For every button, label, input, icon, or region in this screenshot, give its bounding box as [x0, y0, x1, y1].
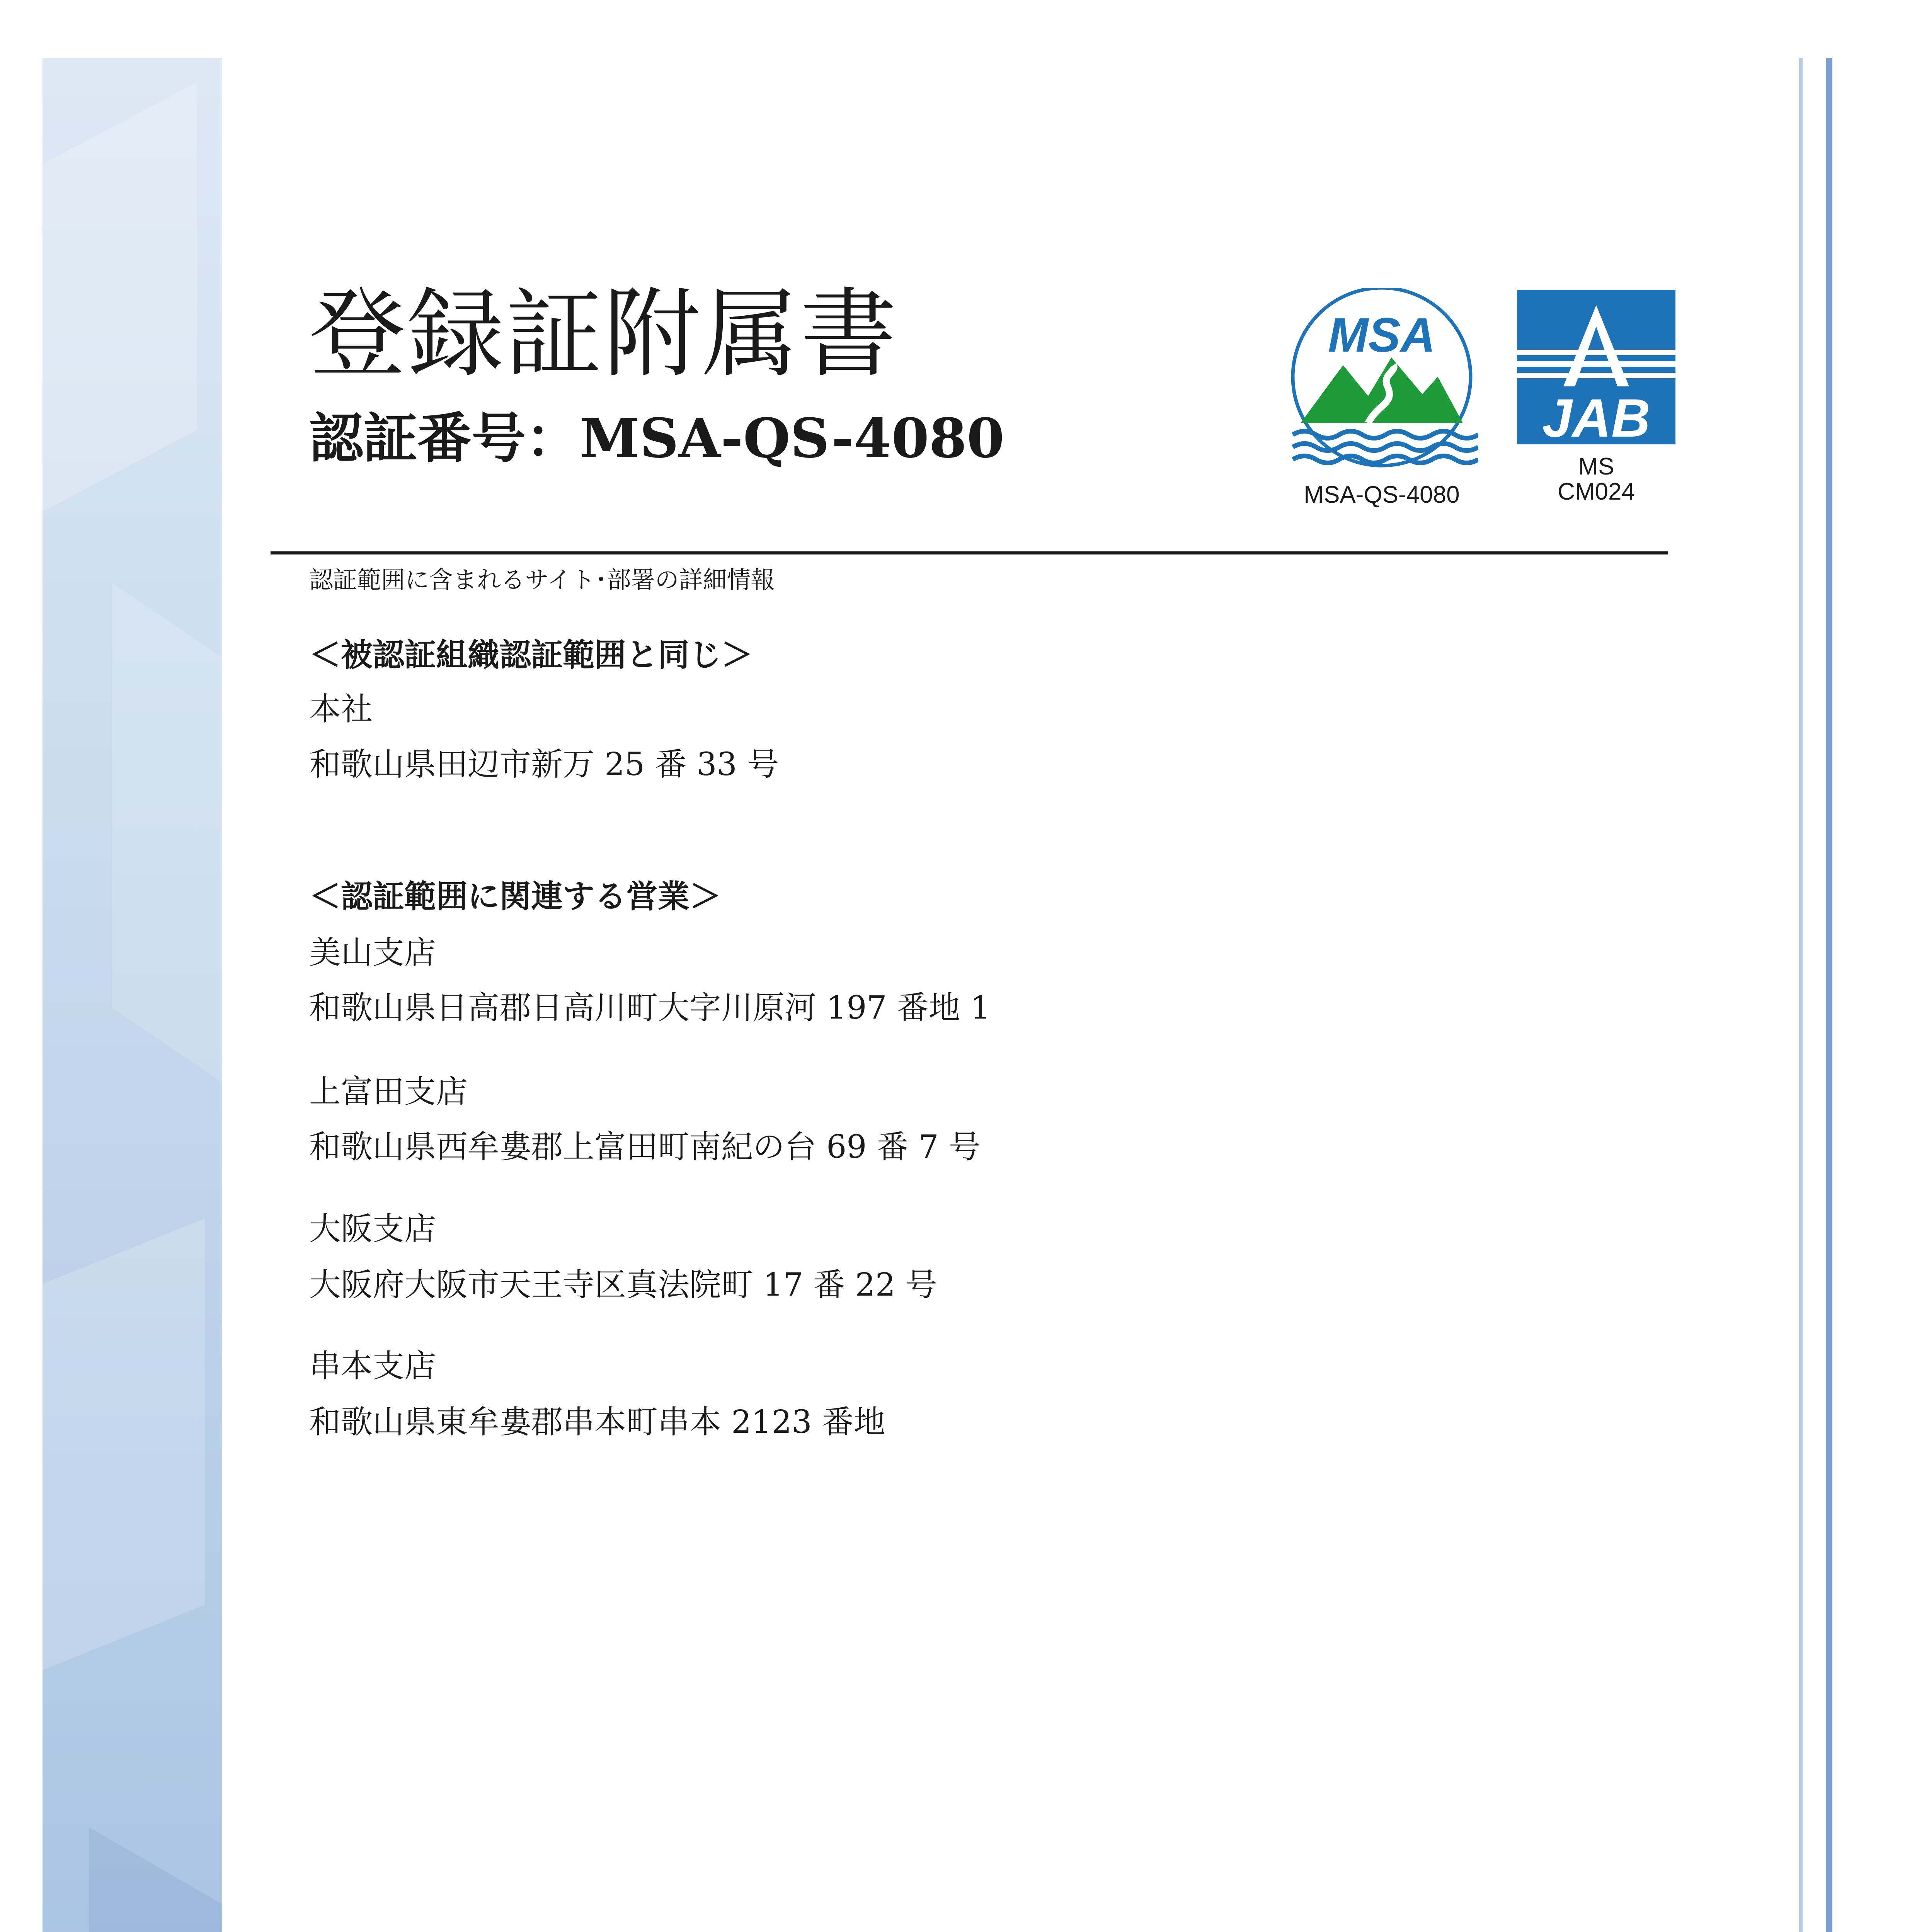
site-address: 和歌山県田辺市新万 25 番 33 号 [309, 746, 779, 783]
certificate-number: 認証番号：MSA-QS-4080 [309, 407, 1004, 470]
decorative-right-line [1799, 58, 1803, 1932]
wave-icon [1293, 444, 1478, 451]
scope-heading: 認証範囲に含まれるサイト･部署の詳細情報 [309, 566, 775, 594]
jab-logo-stripe [1517, 361, 1675, 367]
site-name: 本社 [309, 691, 373, 728]
wave-icon [1293, 431, 1478, 438]
jab-logo-wordmark: JAB [1542, 388, 1651, 444]
band-facet [43, 1218, 205, 1680]
decorative-right-line [1826, 58, 1832, 1932]
site-address: 和歌山県東牟婁郡串本町串本 2123 番地 [309, 1404, 885, 1440]
site-address: 大阪府大阪市天王寺区真法院町 17 番 22 号 [309, 1267, 937, 1303]
band-facet [112, 583, 222, 1117]
site-name: 上富田支店 [309, 1073, 468, 1110]
section-heading-related-offices: ＜認証範囲に関連する営業＞ [309, 878, 722, 915]
msa-logo [1285, 288, 1478, 473]
site-address: 和歌山県西牟婁郡上富田町南紀の台 69 番 7 号 [309, 1129, 981, 1165]
decorative-side-band [43, 58, 222, 1932]
jab-logo-stripe [1517, 350, 1675, 355]
site-name: 串本支店 [309, 1348, 436, 1384]
header-divider [271, 551, 1668, 554]
band-facet [43, 82, 197, 536]
site-name: 大阪支店 [309, 1211, 436, 1247]
section-heading-same-scope: ＜被認証組織認証範囲と同じ＞ [309, 637, 753, 673]
jab-logo-sub1: MS [1578, 453, 1614, 480]
msa-logo-caption: MSA-QS-4080 [1304, 481, 1460, 508]
document-title: 登録証附属書 [309, 278, 898, 390]
jab-logo-sub2: CM024 [1558, 478, 1635, 505]
msa-logo-wordmark: MSA [1328, 308, 1435, 362]
site-address: 和歌山県日高郡日高川町大字川原河 197 番地 1 [309, 990, 991, 1026]
wave-icon [1293, 456, 1478, 463]
site-name: 美山支店 [309, 934, 436, 971]
jab-logo-caption [1517, 454, 1675, 504]
jab-logo-stripe [1517, 373, 1675, 378]
mountain-icon [1301, 357, 1463, 423]
jab-logo [1517, 290, 1675, 444]
band-facet [89, 1827, 222, 1932]
